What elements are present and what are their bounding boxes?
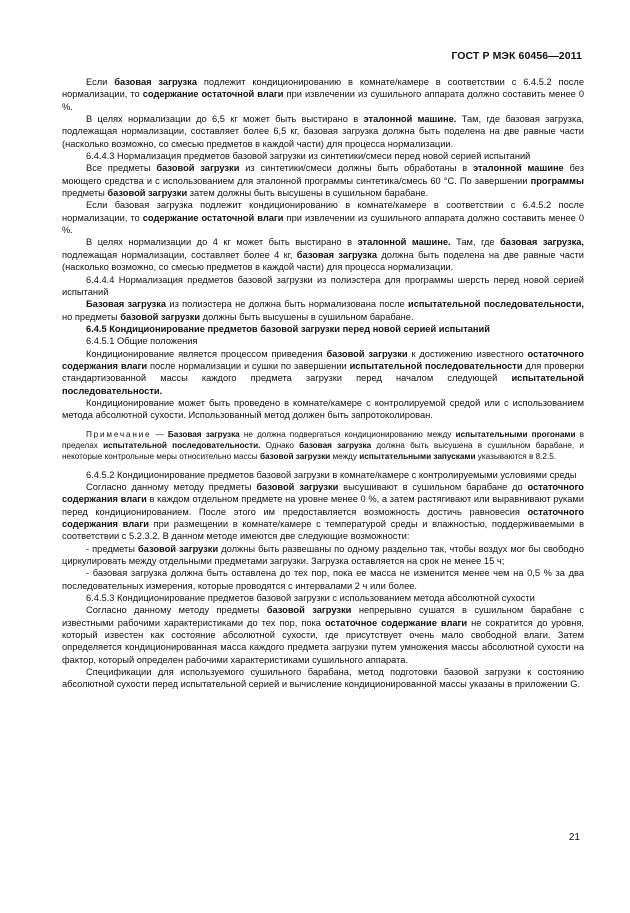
paragraph: - базовая загрузка должна быть оставлена до тех пор, пока ее масса не изменится менее чем на 0,5 % за два последовательных измерения, которые проводятся с интервалами 2 ч или более. bbox=[62, 568, 584, 591]
paragraph: В целях нормализации до 6,5 кг может быть выстирано в эталонной машине. Там, где базовая загрузка, подлежащая нормализации, составляет более 6,5 кг, базовая загрузка должна быть поделена на две равные части (насколько возможно, со смесью предметов в каждой части) для процесса нормализации. bbox=[62, 114, 584, 149]
paragraph: 6.4.5.2 Кондиционирование предметов базовой загрузки в комнате/камере с контролируемыми условиями среды bbox=[86, 469, 577, 480]
page-number: 21 bbox=[568, 832, 580, 843]
paragraph: 6.4.4.3 Нормализация предметов базовой загрузки из синтетики/смеси перед новой серией испытаний bbox=[86, 151, 531, 162]
section-heading: 6.4.5 Кондиционирование предметов базовой загрузки перед новой серией испытаний bbox=[86, 323, 490, 334]
paragraph: Кондиционирование является процессом приведения базовой загрузки к достижению известного остаточного содержания влаги после нормализации и сушки по завершении испытательной последовательности для проверки стандартизованной массы каждого предмета загрузки перед началом следующей испытательной последовательности. bbox=[62, 348, 584, 396]
document-body bbox=[62, 76, 584, 691]
paragraph: Если базовая загрузка подлежит кондиционированию в комнате/камере в соответствии с 6.4.5.2 после нормализации, то содержание остаточной влаги при извлечении из сушильного аппарата должно составить менее 0 %. bbox=[62, 200, 585, 236]
note-paragraph: Примечание — Базовая загрузка не должна подвергаться кондиционированию между испытательными прогонами в пределах испытательной последовательности. Однако базовая загрузка должна быть высушена в сушильном барабане, и некоторые контрольные меры относительно массы базовой загрузки между испытательными запусками указываются в 8.2.5. bbox=[62, 429, 584, 461]
paragraph: 6.4.5.1 Общие положения bbox=[86, 336, 198, 347]
paragraph: Кондиционирование может быть проведено в комнате/камере с контролируемой средой или с использованием метода абсолютной сухости. Использованный метод должен быть запротоколирован. bbox=[62, 397, 584, 421]
paragraph: 6.4.4.4 Нормализация предметов базовой загрузки из полиэстера для программы шерсть перед новой серией испытаний bbox=[62, 274, 584, 297]
paragraph: Согласно данному методу предметы базовой загрузки высушивают в сушильном барабане до остаточного содержания влаги в каждом отдельном предмете на уровне менее 0 %, а затем растягивают или выравнивают руками перед кондиционированием. После этого им предоставляется возможность достичь равновесия остаточного содержания влаги при размещении в комнате/камере с температурой среды и влажностью, поддерживаемыми в соответствии с 5.2.3.2. В данном методе имеются две следующие возможности: bbox=[62, 481, 585, 542]
standard-header: ГОСТ Р МЭК 60456—2011 bbox=[451, 50, 582, 62]
paragraph: Если базовая загрузка подлежит кондиционированию в комнате/камере в соответствии с 6.4.5.2 после нормализации, то содержание остаточной влаги при извлечении из сушильного аппарата должно составить менее 0 %. bbox=[62, 77, 585, 112]
paragraph: - предметы базовой загрузки должны быть развешаны по одному раздельно так, чтобы воздух мог бы свободно циркулировать между отдельными предметами загрузки. Загрузка оставляется на срок не менее 15 ч; bbox=[62, 543, 584, 567]
paragraph: Все предметы базовой загрузки из синтетики/смеси должны быть обработаны в эталонной машине без моющего средства и с использованием для эталонной программы синтетика/смесь 60 °С. По завершении программы предметы базовой загрузки затем должны быть высушены в сушильном барабане. bbox=[62, 163, 584, 199]
paragraph: Базовая загрузка из полиэстера не должна быть нормализована после испытательной последовательности, но предметы базовой загрузки должны быть высушены в сушильном барабане. bbox=[62, 299, 584, 322]
paragraph: Согласно данному методу предметы базовой загрузки непрерывно сушатся в сушильном барабане с известными рабочими характеристиками до тех пор, пока остаточное содержание влаги не сократится до уровня, который известен как состояние абсолютной сухости, где присутствует очень мало свободной влаги. Затем определяется кондиционированная масса каждого предмета загрузки путем умножения массы абсолютной сухости на фактор, который определен рабочими характеристиками сушильного аппарата. bbox=[62, 605, 584, 665]
paragraph: В целях нормализации до 4 кг может быть выстирано в эталонной машине. Там, где базовая загрузка, подлежащая нормализации, составляет более 4 кг, базовая загрузка должна быть поделена на две равные части (насколько возможно, со смесью предметов в каждой части) для процесса нормализации. bbox=[62, 237, 584, 273]
paragraph: 6.4.5.3 Кондиционирование предметов базовой загрузки с использованием метода абсолютной сухости bbox=[86, 593, 535, 604]
paragraph: Спецификации для используемого сушильного барабана, метод подготовки базовой загрузки к состоянию абсолютной сухости перед испытательной серией и вычисление кондиционированной массы указаны в приложении G. bbox=[62, 667, 584, 690]
